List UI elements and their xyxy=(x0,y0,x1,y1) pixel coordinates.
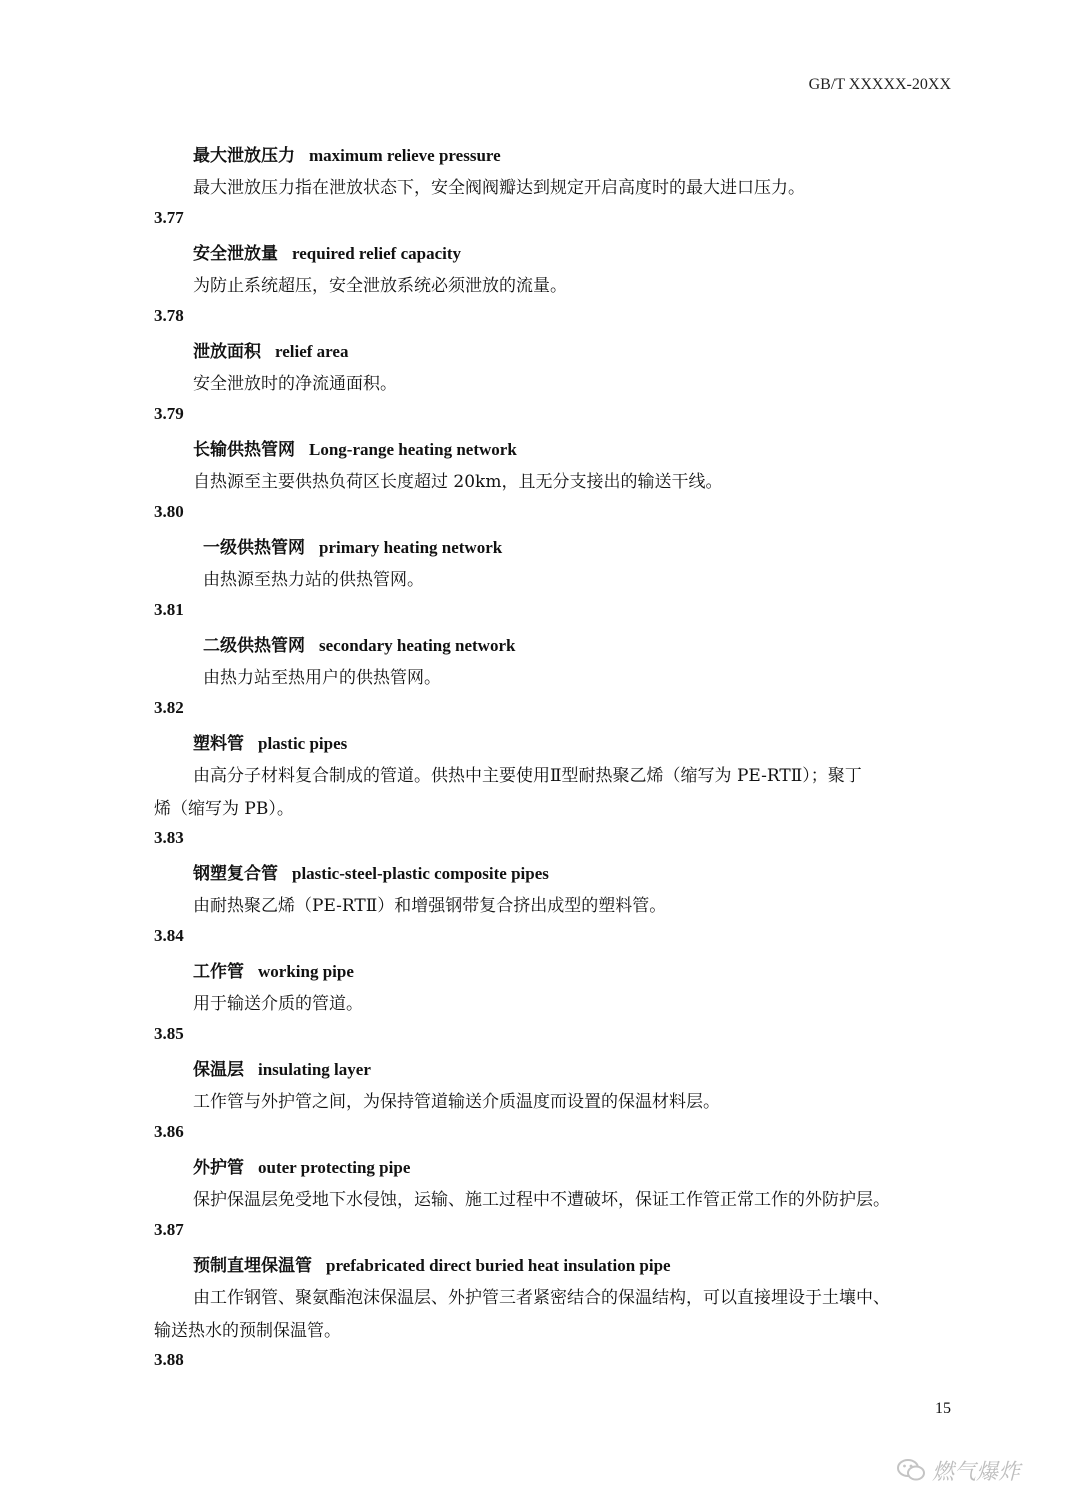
term-definition: 保护保温层免受地下水侵蚀，运输、施工过程中不遭破坏，保证工作管正常工作的外防护层。 xyxy=(193,1190,890,1210)
clause-number: 3.88 xyxy=(154,1350,184,1369)
clause-number: 3.77 xyxy=(154,208,184,227)
watermark xyxy=(896,1452,1056,1488)
term-heading: 最大泄放压力 maximum relieve pressure xyxy=(193,146,501,166)
clause-number: 3.85 xyxy=(154,1024,184,1043)
term-definition: 由热力站至热用户的供热管网。 xyxy=(203,668,441,688)
term-definition: 安全泄放时的净流通面积。 xyxy=(193,374,397,394)
term-heading: 工作管 working pipe xyxy=(193,962,354,982)
term-definition-continued: 输送热水的预制保温管。 xyxy=(154,1321,341,1341)
term-definition: 工作管与外护管之间，为保持管道输送介质温度而设置的保温材料层。 xyxy=(193,1092,720,1112)
clause-number: 3.78 xyxy=(154,306,184,325)
term-heading: 泄放面积 relief area xyxy=(193,342,349,362)
term-definition: 由热源至热力站的供热管网。 xyxy=(203,570,424,590)
watermark-text: 燃气爆炸 xyxy=(932,1459,1021,1485)
term-heading: 保温层 insulating layer xyxy=(193,1060,371,1080)
clause-number: 3.86 xyxy=(154,1122,184,1141)
term-definition: 由耐热聚乙烯（PE-RTⅡ）和增强钢带复合挤出成型的塑料管。 xyxy=(193,896,667,916)
term-heading: 钢塑复合管 plastic-steel-plastic composite pipes xyxy=(193,864,549,884)
term-heading: 一级供热管网 primary heating network xyxy=(203,538,503,558)
term-definition: 由工作钢管、聚氨酯泡沫保温层、外护管三者紧密结合的保温结构，可以直接埋设于土壤中、 xyxy=(193,1288,890,1308)
term-heading: 外护管 outer protecting pipe xyxy=(193,1158,411,1178)
term-definition: 由高分子材料复合制成的管道。供热中主要使用Ⅱ型耐热聚乙烯（缩写为 PE-RTⅡ）；聚丁 xyxy=(193,766,862,786)
clause-number: 3.83 xyxy=(154,828,184,847)
term-definition: 为防止系统超压，安全泄放系统必须泄放的流量。 xyxy=(193,276,567,296)
term-heading: 安全泄放量 required relief capacity xyxy=(193,244,462,264)
clause-number: 3.80 xyxy=(154,502,184,521)
term-heading: 二级供热管网 secondary heating network xyxy=(203,636,516,656)
term-heading: 长输供热管网 Long-range heating network xyxy=(193,440,517,460)
document-header: GB/T XXXXX-20XX xyxy=(808,76,951,93)
term-heading: 塑料管 plastic pipes xyxy=(193,734,348,754)
clause-number: 3.82 xyxy=(154,698,184,717)
term-heading: 预制直埋保温管 prefabricated direct buried heat insulation pipe xyxy=(193,1256,671,1276)
term-definition-continued: 烯（缩写为 PB）。 xyxy=(154,799,294,819)
clause-number: 3.84 xyxy=(154,926,184,945)
clause-number: 3.87 xyxy=(154,1220,184,1239)
term-definition: 自热源至主要供热负荷区长度超过 20km，且无分支接出的输送干线。 xyxy=(193,472,723,492)
clause-number: 3.81 xyxy=(154,600,184,619)
page-number: 15 xyxy=(935,1400,951,1417)
wechat-icon xyxy=(896,1457,926,1483)
term-definition: 最大泄放压力指在泄放状态下，安全阀阀瓣达到规定开启高度时的最大进口压力。 xyxy=(193,178,805,198)
term-definition: 用于输送介质的管道。 xyxy=(193,994,363,1014)
clause-number: 3.79 xyxy=(154,404,184,423)
